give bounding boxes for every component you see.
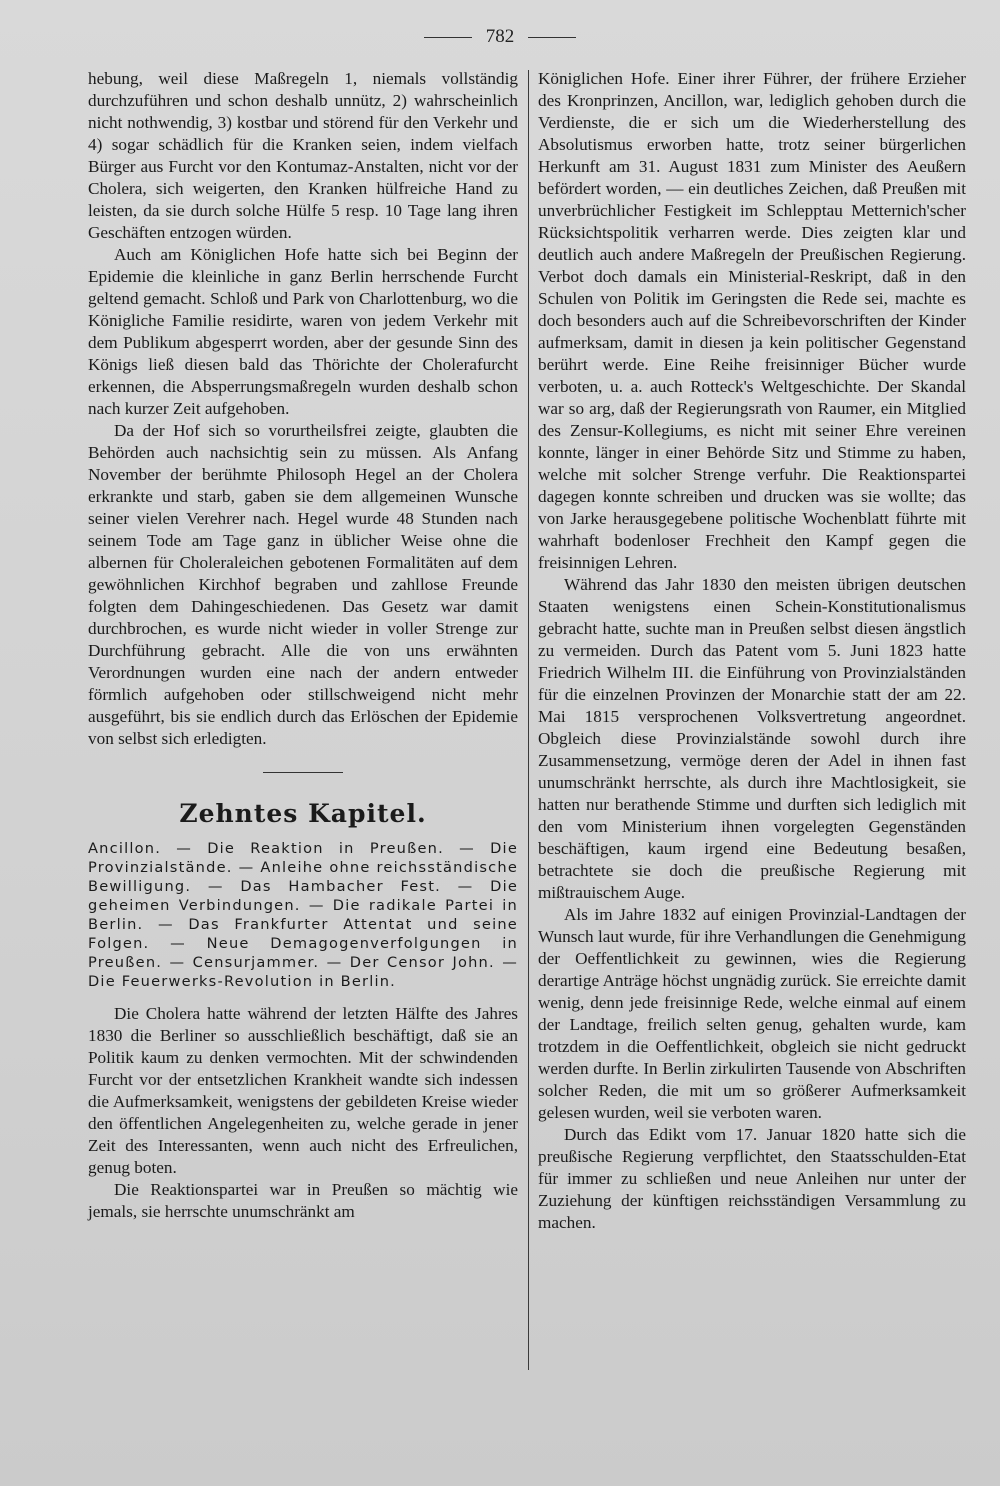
column-separator bbox=[528, 70, 529, 1370]
paragraph: Als im Jahre 1832 auf einigen Provinzial-Landtagen der Wunsch laut wurde, für ihre Verhandlungen die Genehmigung der Oeffentlichkeit zu gewinnen, wies die Regierung derartige Anträge höchst ungnädig zurück. Sie erreichte damit wenig, denn jede freisinnige Rede, welche einmal auf einem der Landtage, freilich selten genug, gehalten wurde, kam trotzdem in die Oeffentlichkeit, obgleich sie nicht gedruckt werden durfte. In Berlin zirkulirten Tausende von Abschriften solcher Reden, die mit um so größerer Aufmerksamkeit gelesen wurden, weil sie verboten waren. bbox=[538, 905, 966, 1122]
paragraph: Königlichen Hofe. Einer ihrer Führer, der frühere Erzieher des Kronprinzen, Ancillon, war, lediglich gehoben durch die Verdienste, die er sich um die Wiederherstellung des Absolutismus erworben hatte, trotz seiner bürgerlichen Herkunft am 31. August 1831 zum Minister des Aeußern befördert worden, — ein deutliches Zeichen, daß Preußen mit unverbrüchlicher Festigkeit im Schlepptau Metternich'scher Rücksichtspolitik verharren werde. Dies zeigten klar und deutlich auch andere Maßregeln der Preußischen Regierung. Verbot doch damals ein Ministerial-Reskript, daß in den Schulen von Politik im Geringsten die Rede sei, machte es doch besonders auch auf die Schreibevorschriften der Kinder aufmerksam, damit in diesen ja kein politischer Gegenstand berührt werde. Eine Reihe freisinniger Bücher wurde verboten, u. a. auch Rotteck's Weltgeschichte. Der Skandal war so arg, daß der Regierungsrath von Raumer, ein Mitglied des Zensur-Kollegiums, es nicht mit seiner Ehre vereinen konnte, länger in einer Behörde Sitz und Stimme zu haben, welche mit solcher Strenge verfuhr. Die Reaktionspartei dagegen konnte schreiben und drucken was sie wollte; das von Jarke herausgegebene politische Wochenblatt führte mit wahrhaft bodenloser Frechheit den Kampf gegen die freisinnigen Lehren. bbox=[538, 69, 966, 572]
chapter-summary: Ancillon. — Die Reaktion in Preußen. — Die Provinzialstände. — Anleihe ohne reichsständische Bewilligung. — Das Hambacher Fest. — Die geheimen Verbindungen. — Die radikale Partei in Berlin. — Das Frankfurter Attentat und seine Folgen. — Neue Demagogenverfolgungen in Preußen. — Censurjammer. — Der Censor John. — Die Feuerwerks-Revolution in Berlin. bbox=[88, 840, 518, 990]
section-divider bbox=[263, 772, 343, 773]
paragraph: Da der Hof sich so vorurtheilsfrei zeigte, glaubten die Behörden auch nachsichtig sein zu müssen. Als Anfang November der berühmte Philosoph Hegel an der Cholera erkrankte und starb, gaben sie dem allgemeinen Wunsche seiner vielen Verehrer nach. Hegel wurde 48 Stunden nach seinem Tode am Tage ganz in üblicher Weise ohne die albernen für Choleraleichen gebotenen Formalitäten auf dem gewöhnlichen Kirchhof begraben und zahllose Freunde folgten dem Dahingeschiedenen. Das Gesetz war damit durchbrochen, es wurde nicht wieder in voller Strenge zur Durchführung gebracht. Alle die von uns erwähnten Verordnungen wurden eine nach der andern entweder förmlich aufgehoben oder stillschweigend nicht mehr ausgeführt, bis sie endlich durch das Erlöschen der Epidemie von selbst sich erledigten. bbox=[88, 421, 518, 748]
header-rule-right bbox=[528, 37, 576, 38]
chapter-title: Zehntes Kapitel. bbox=[179, 799, 427, 828]
page-header bbox=[0, 22, 1000, 52]
right-column bbox=[538, 68, 966, 1234]
page-number: 782 bbox=[485, 26, 515, 47]
left-column bbox=[88, 68, 518, 1223]
paragraph: Auch am Königlichen Hofe hatte sich bei Beginn der Epidemie die kleinliche in ganz Berlin herrschende Furcht geltend gemacht. Schloß und Park von Charlottenburg, wo die Königliche Familie residirte, waren von jedem Verkehr mit dem Publikum abgesperrt worden, aber der gesunde Sinn des Königs ließ diesen bald das Thörichte der Cholerafurcht erkennen, die Absperrungsmaßregeln wurden deshalb schon nach kurzer Zeit aufgehoben. bbox=[88, 245, 518, 418]
paragraph: Die Cholera hatte während der letzten Hälfte des Jahres 1830 die Berliner so ausschließlich beschäftigt, daß sie an Politik kaum zu denken vermochten. Mit der schwindenden Furcht vor der entsetzlichen Krankheit wandte sich indessen die Aufmerksamkeit, wenigstens der gebildeten Kreise wieder den öffentlichen Angelegenheiten zu, welche gerade in jener Zeit des Interessanten, wenn auch nicht des Erfreulichen, genug boten. bbox=[88, 1004, 518, 1177]
paragraph: Durch das Edikt vom 17. Januar 1820 hatte sich die preußische Regierung verpflichtet, den Staatsschulden-Etat für immer zu schließen und neue Anleihen nur unter der Zuziehung der künftigen reichsständigen Versammlung zu machen. bbox=[538, 1125, 966, 1232]
header-rule-left bbox=[424, 37, 472, 38]
paragraph: Während das Jahr 1830 den meisten übrigen deutschen Staaten wenigstens einen Schein-Konstitutionalismus gebracht hatte, suchte man in Preußen selbst diesen ängstlich zu vermeiden. Durch das Patent vom 5. Juni 1823 hatte Friedrich Wilhelm III. die Einführung von Provinzialständen für die einzelnen Provinzen der Monarchie statt der am 22. Mai 1815 versprochenen Volksvertretung angeordnet. Obgleich diese Provinzialstände sowohl durch ihre Zusammensetzung, vermöge deren der Adel in ihnen fast unumschränkt herrschte, als durch ihre Machtlosigkeit, sie hatten nur berathende Stimme und durften sich lediglich mit den vom Ministerium ihnen vorgelegten Gegenständen beschäftigen, kaum irgend eine Bedeutung besaßen, betrachtete sie doch die preußische Regierung mit mißtrauischem Auge. bbox=[538, 575, 966, 902]
paragraph: hebung, weil diese Maßregeln 1, niemals vollständig durchzuführen und schon deshalb unnütz, 2) wahrscheinlich nicht nothwendig, 3) kostbar und störend für den Verkehr und 4) sogar schädlich für die Kranken seien, indem vielfach Bürger aus Furcht vor den Kontumaz-Anstalten, nicht vor der Cholera, sich weigerten, den Kranken hülfreiche Hand zu leisten, da sie durch solche Hülfe 5 resp. 10 Tage lang ihren Geschäften entzogen würden. bbox=[88, 69, 518, 242]
paragraph: Die Reaktionspartei war in Preußen so mächtig wie jemals, sie herrschte unumschränkt am bbox=[88, 1180, 518, 1221]
